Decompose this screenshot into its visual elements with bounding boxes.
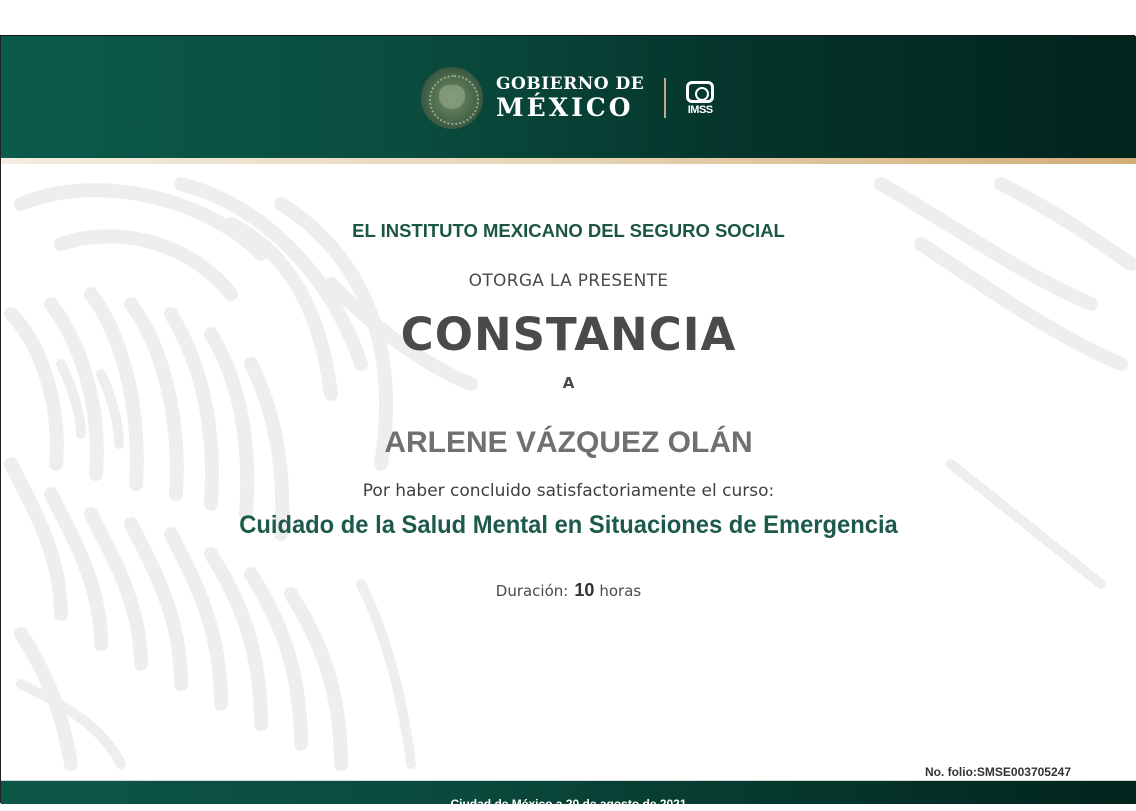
certificate-body bbox=[1, 164, 1136, 780]
imss-label: IMSS bbox=[687, 103, 713, 116]
duration-unit: horas bbox=[599, 582, 642, 600]
document-title: CONSTANCIA bbox=[400, 308, 737, 361]
escudo-nacional-icon bbox=[421, 67, 483, 129]
footer-banner bbox=[1, 780, 1136, 811]
header-banner bbox=[1, 36, 1136, 158]
duration bbox=[1, 580, 1136, 601]
folio-number: No. folio:SMSE003705247 bbox=[924, 765, 1071, 779]
gobierno-line1: GOBIERNO DE bbox=[496, 74, 645, 94]
recipient-name: ARLENE VÁZQUEZ OLÁN bbox=[384, 426, 753, 459]
duration-value: 10 bbox=[574, 580, 595, 600]
completion-text: Por haber concluido satisfactoriamente el curso: bbox=[362, 481, 775, 501]
imss-logo bbox=[686, 81, 714, 116]
top-margin bbox=[0, 0, 1135, 35]
institution-heading: EL INSTITUTO MEXICANO DEL SEGURO SOCIAL bbox=[352, 220, 785, 241]
duration-label: Duración: bbox=[495, 582, 569, 600]
imss-eagle-icon bbox=[686, 81, 714, 103]
course-title: Cuidado de la Salud Mental en Situaciones de Emergencia bbox=[239, 511, 898, 539]
logo-divider bbox=[664, 78, 666, 118]
certificate-page bbox=[0, 35, 1135, 811]
gobierno-de-mexico-logo bbox=[496, 76, 644, 120]
place-date: Ciudad de México a 20 de agosto de 2021 bbox=[450, 797, 687, 811]
gobierno-line2: MÉXICO bbox=[496, 93, 634, 122]
logo-row bbox=[421, 66, 714, 130]
to-text: A bbox=[562, 374, 575, 392]
grants-text: OTORGA LA PRESENTE bbox=[468, 271, 669, 291]
